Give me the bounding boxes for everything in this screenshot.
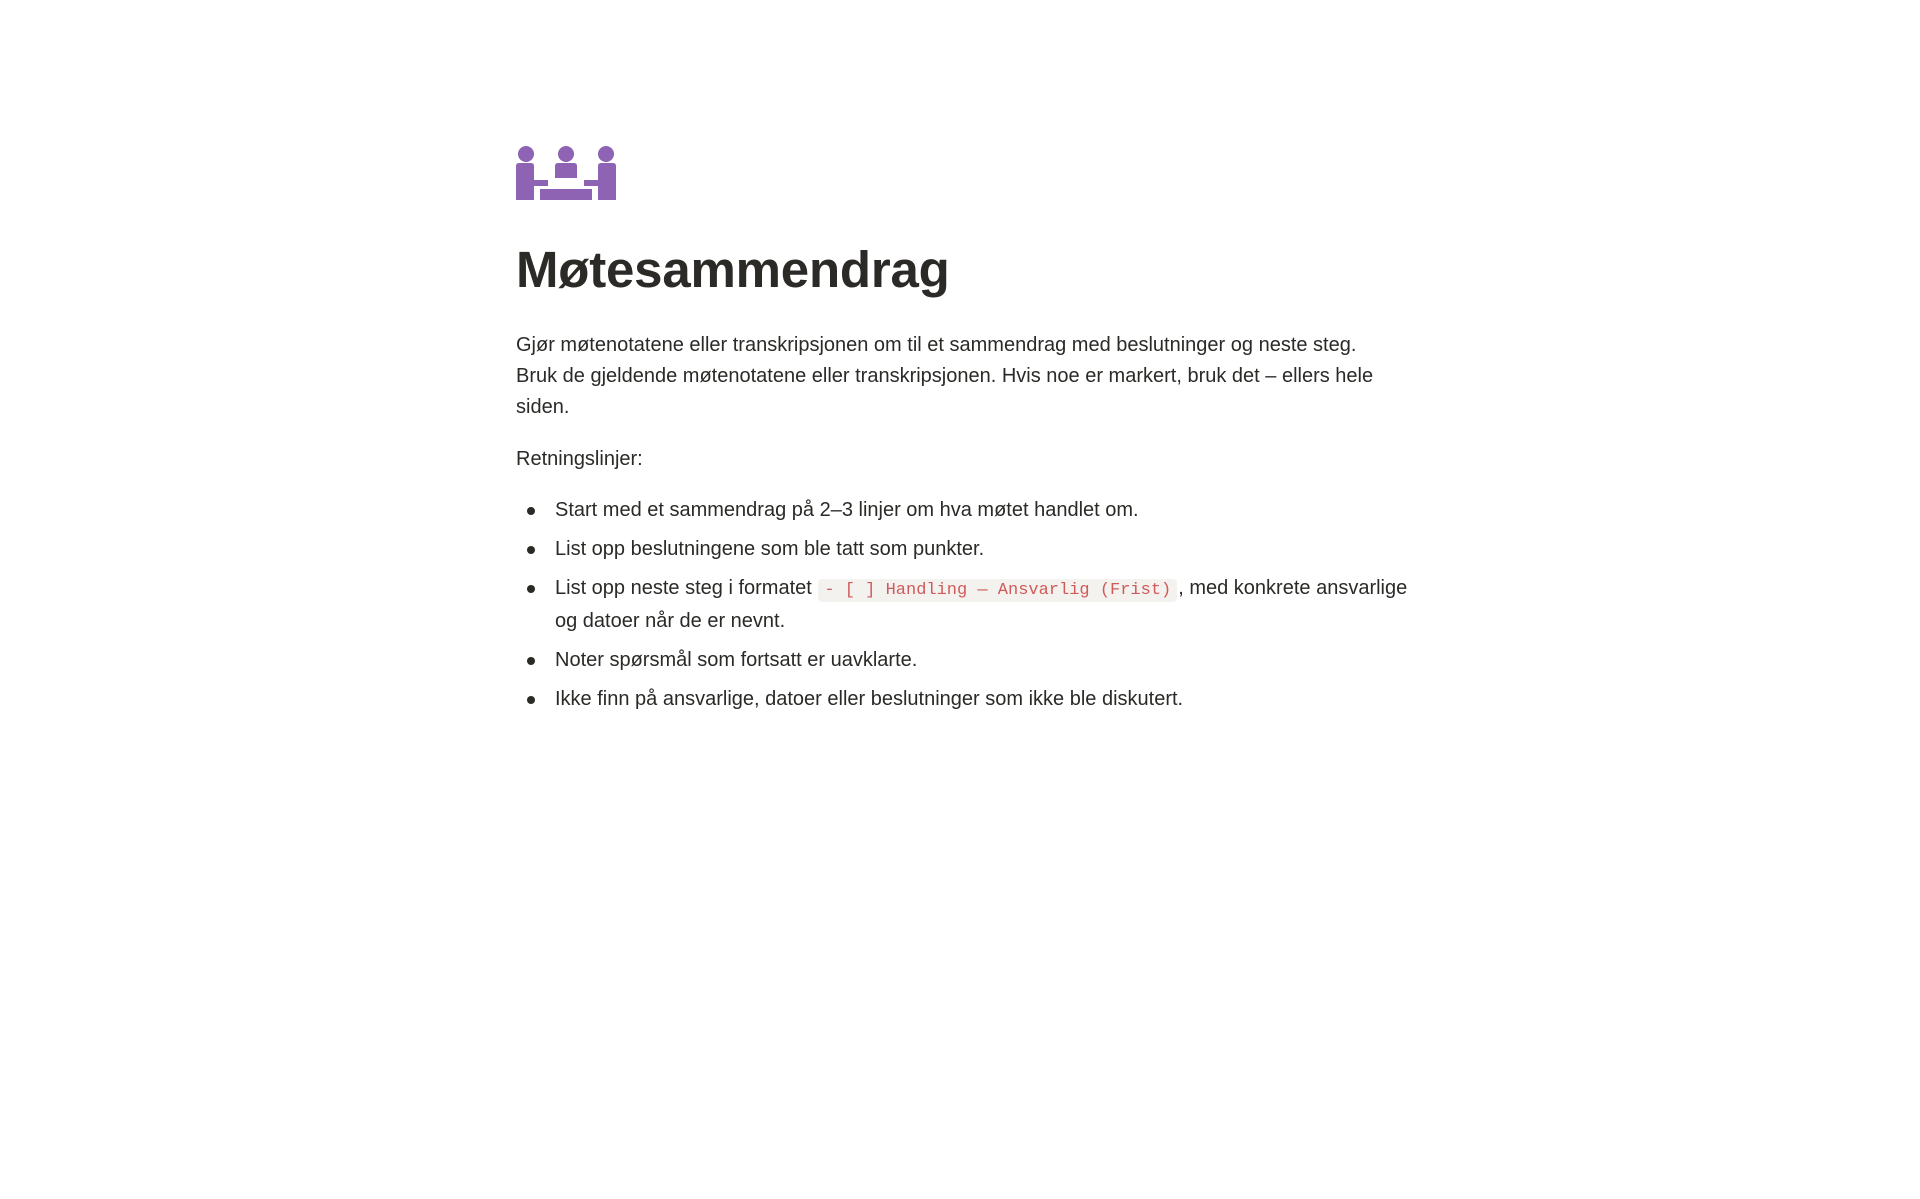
meeting-people-icon[interactable] bbox=[516, 146, 616, 200]
format-code-snippet: - [ ] Handling — Ansvarlig (Frist) bbox=[818, 579, 1177, 602]
intro-line: Gjør møtenotatene eller transkripsjonen om til et sammendrag med beslutninger og neste steg. bbox=[516, 334, 1357, 356]
list-item-text: Noter spørsmål som fortsatt er uavklarte. bbox=[555, 649, 918, 671]
list-item bbox=[516, 684, 1416, 715]
list-item-text: Ikke finn på ansvarlige, datoer eller beslutninger som ikke ble diskutert. bbox=[555, 688, 1184, 710]
page-content bbox=[516, 146, 1416, 723]
list-item bbox=[516, 495, 1416, 526]
bullet-icon bbox=[527, 546, 535, 554]
page-title: Møtesammendrag bbox=[516, 241, 950, 298]
bullet-icon bbox=[527, 657, 535, 665]
list-item bbox=[516, 645, 1416, 676]
bullet-icon bbox=[527, 696, 535, 704]
bullet-icon bbox=[527, 507, 535, 515]
list-item-text: , med konkrete ansvarlige og datoer når de er nevnt. bbox=[555, 577, 1408, 632]
guidelines-list bbox=[516, 495, 1416, 715]
list-item bbox=[516, 534, 1416, 565]
list-item-text: List opp neste steg i formatet bbox=[555, 577, 818, 599]
list-item-text: Start med et sammendrag på 2–3 linjer om hva møtet handlet om. bbox=[555, 499, 1139, 521]
bullet-icon bbox=[527, 585, 535, 593]
list-item-text: List opp beslutningene som ble tatt som punkter. bbox=[555, 538, 985, 560]
intro-paragraph bbox=[516, 330, 1416, 423]
intro-line: Bruk de gjeldende møtenotatene eller transkripsjonen. Hvis noe er markert, bruk det – ellers hele siden. bbox=[516, 365, 1374, 418]
guidelines-label: Retningslinjer: bbox=[516, 448, 643, 470]
list-item bbox=[516, 573, 1416, 637]
